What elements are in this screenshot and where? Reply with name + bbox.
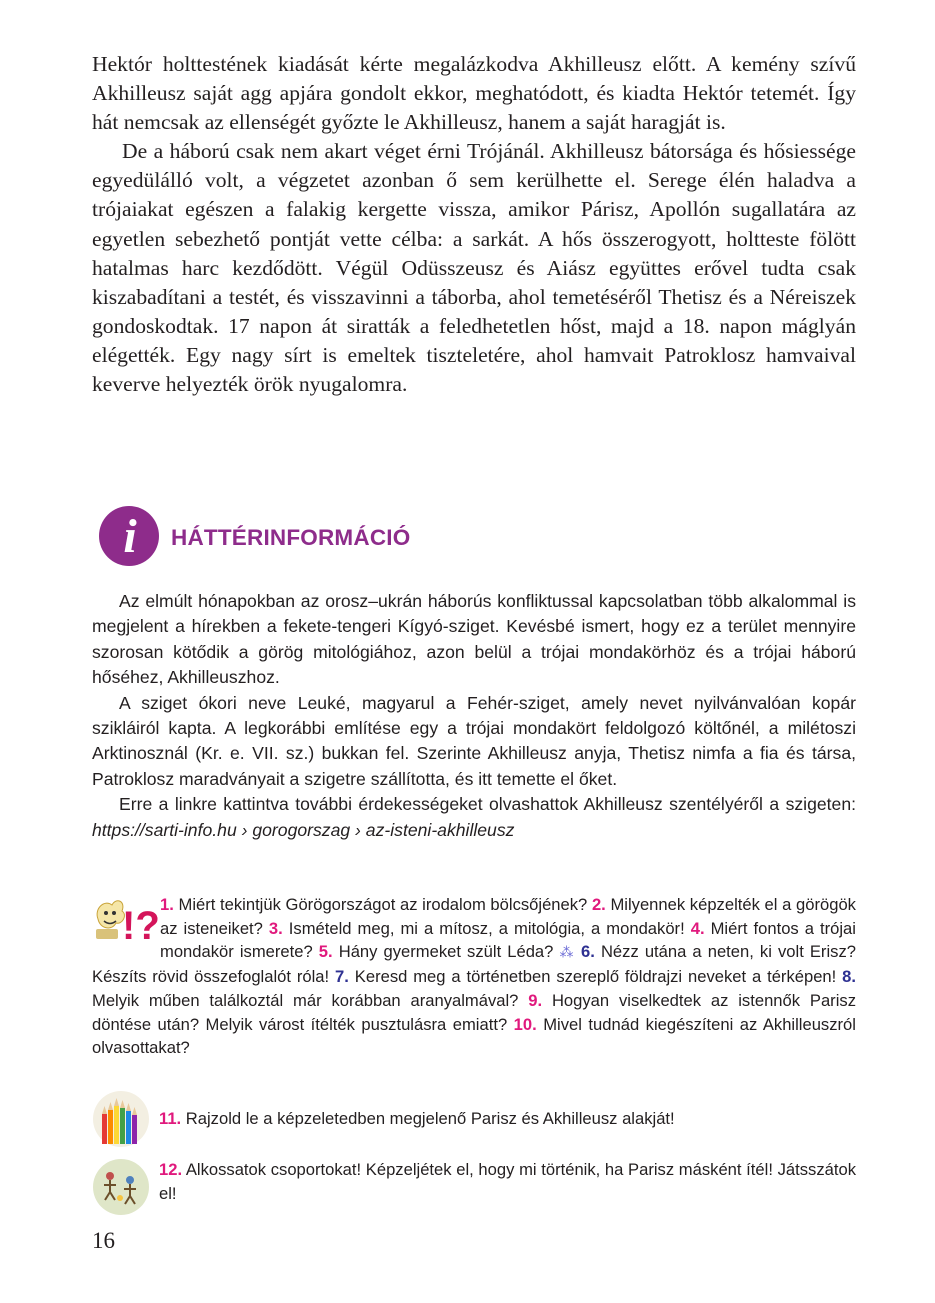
task-group-play	[92, 1158, 856, 1220]
question-number: 5.	[318, 942, 333, 962]
background-info-title: HÁTTÉRINFORMÁCIÓ	[171, 525, 411, 550]
question-item	[160, 895, 587, 914]
task-number: 11.	[159, 1109, 182, 1128]
question-item	[319, 942, 554, 961]
task-text	[159, 1158, 856, 1205]
question-number: 2.	[591, 895, 606, 914]
question-text: Nézz utána a neten, ki volt Erisz? Készíts rövid összefoglalót róla!	[92, 942, 856, 987]
questions-block	[92, 893, 856, 1060]
task-number: 12.	[159, 1160, 183, 1179]
info-link[interactable]: https://sarti-info.hu › gorogorszag › az-isteni-akhilleusz	[92, 819, 515, 840]
question-number: 9.	[528, 990, 543, 1010]
question-text: Hogyan viselkedtek az istennők Parisz döntése után? Melyik várost ítélték pusztulásra emiatt?	[92, 990, 856, 1034]
question-number: 3.	[268, 918, 283, 938]
info-paragraph: A sziget ókori neve Leuké, magyarul a Fehér-sziget, amely nevet nyilvánvalóan kopár szikláiról kapta. A legkorábbi említése egy a trójai mondakört feldolgozó költőnél, a milétoszi Arktinosznál (Kr. e. VII. sz.) bukkan fel. Szerinte Akhilleusz anyja, Thetisz nimfa a fia és társa, Patroklosz maradványait a szigetre szállította, és itt temette el őket.	[92, 692, 856, 789]
group-play-icon	[92, 1158, 150, 1216]
exclamation-question-icon	[92, 895, 160, 948]
info-i-icon	[98, 505, 160, 567]
question-text: Milyennek képzelték el a görögök az isteneiket?	[160, 895, 856, 938]
colored-pencils-icon	[92, 1090, 150, 1148]
narrative-paragraph: Hektór holttestének kiadását kérte megalázkodva Akhilleusz előtt. A kemény szívű Akhilleusz saját agg apjára gondolt ekkor, meghatódott, és kiadta Hektór tetemét. Így hát nemcsak az ellenségét győzte le Akhilleusz, hanem a saját haragját is.	[92, 52, 856, 135]
question-text: Miért tekintjük Görögországot az irodalom bölcsőjének?	[178, 895, 588, 914]
info-icon-letter: i	[123, 510, 137, 563]
question-text: Hány gyermeket szült Léda?	[338, 942, 554, 962]
task-drawing	[92, 1090, 856, 1152]
page-number: 16	[92, 1228, 115, 1253]
question-number: 1.	[160, 895, 174, 914]
info-link-intro: Erre a linkre kattintva további érdekességeket olvashattok Akhilleusz szentélyéről a szigeten:	[119, 794, 856, 815]
question-number: 6.	[581, 942, 595, 962]
question-text: Miért fontos a trójai mondakör ismerete?	[160, 918, 856, 962]
question-text: Ismételd meg, mi a mítosz, a mitológia, a mondakör!	[288, 918, 685, 938]
task-label: Alkossatok csoportokat! Képzeljétek el, hogy mi történik, ha Parisz másként ítél! Játsszátok el!	[159, 1160, 856, 1203]
question-item	[269, 919, 685, 938]
narrative-text	[92, 50, 856, 399]
question-text: Mivel tudnád kiegészíteni az Akhilleuszról olvasottakat?	[92, 1014, 856, 1058]
question-text: Keresd meg a történetben szereplő földrajzi neveket a térképen!	[354, 967, 837, 987]
question-item	[335, 967, 836, 986]
question-text: Melyik műben találkoztál már korábban aranyalmával?	[92, 990, 519, 1010]
task-text	[159, 1107, 856, 1131]
info-paragraph	[92, 792, 856, 843]
question-number: 7.	[335, 967, 349, 987]
question-number: 8.	[842, 967, 857, 987]
question-number: 10.	[513, 1014, 537, 1034]
question-number: 4.	[690, 918, 705, 938]
info-paragraph: Az elmúlt hónapokban az orosz–ukrán háborús konfliktussal kapcsolatban több alkalommal is megjelent a hírekben a fekete-tengeri Kígyó-sziget. Kevésbé ismert, hogy ez a terület mennyire szorosan kötődik a görög mitológiához, azon belül a trójai mondakörhöz és a trójai háború hőséhez, Akhilleuszhoz.	[92, 591, 856, 688]
task-label: Rajzold le a képzeletedben megjelenő Parisz és Akhilleusz alakját!	[185, 1109, 675, 1128]
background-info-header	[98, 505, 598, 571]
online-research-icon: ⁂	[559, 944, 575, 961]
narrative-paragraph: De a háború csak nem akart véget érni Trójánál. Akhilleusz bátorsága és hősiessége egyedülálló volt, a végzetet azonban ő sem kerülhette el. Serege élén haladva a trójaiakat egészen a falakig kergette vissza, amikor Párisz, Apollón sugallatára az egyetlen sebezhető pontját vette célba: a sarkát. A hős összerogyott, holtteste fölött hatalmas harc kezdődött. Végül Odüsszeusz és Aiász együttes erővel tudta csak kiszabadítani a testét, és visszavinni a táborba, ahol temetéséről Thetisz és a Néreiszek gondoskodtak. 17 napon át siratták a feledhetetlen hőst, majd a 18. napon máglyán elégették. Egy nagy sírt is emeltek tiszteletére, ahol hamvait Patroklosz hamvaival keverve helyezték örök nyugalomra.	[92, 139, 856, 397]
background-info-body	[92, 589, 856, 843]
svg-text:!?: !?	[122, 904, 160, 948]
